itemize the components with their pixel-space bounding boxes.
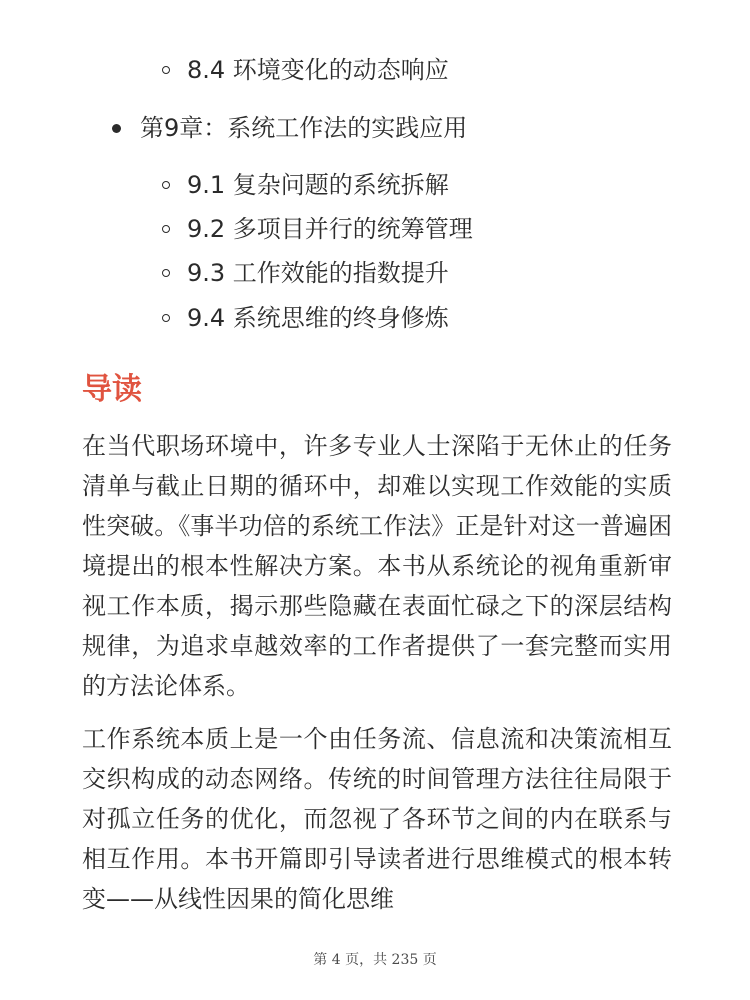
section-title: 导读: [82, 372, 142, 407]
toc-item-label: 9.1 复杂问题的系统拆解: [187, 171, 449, 199]
toc-subitem: [162, 296, 449, 340]
toc-item-label: 8.4 环境变化的动态响应: [187, 56, 449, 84]
toc-item-label: 9.2 多项目并行的统筹管理: [187, 215, 473, 243]
body-paragraph: 在当代职场环境中，许多专业人士深陷于无休止的任务清单与截止日期的循环中，却难以实现工作效能的实质性突破。《事半功倍的系统工作法》正是针对这一普遍困境提出的根本性解决方案。本书从系统论的视角重新审视工作本质，揭示那些隐藏在表面忙碌之下的深层结构规律，为追求卓越效率的工作者提供了一套完整而实用的方法论体系。: [82, 432, 672, 700]
solid-bullet-icon: [112, 124, 121, 133]
body-paragraph: 工作系统本质上是一个由任务流、信息流和决策流相互交织构成的动态网络。传统的时间管理方法往往局限于对孤立任务的优化，而忽视了各环节之间的内在联系与相互作用。本书开篇即引导读者进行思维模式的根本转变——从线性因果的简化思维: [82, 725, 672, 913]
hollow-bullet-icon: [162, 66, 170, 74]
hollow-bullet-icon: [162, 269, 170, 277]
toc-subitem: [162, 251, 449, 295]
page-number: 第 4 页，共 235 页: [313, 952, 437, 968]
toc-subitem: [162, 207, 473, 251]
toc-subitem: [162, 48, 449, 92]
hollow-bullet-icon: [162, 181, 170, 189]
hollow-bullet-icon: [162, 314, 170, 322]
hollow-bullet-icon: [162, 225, 170, 233]
toc-item-label: 9.3 工作效能的指数提升: [187, 259, 449, 287]
toc-item-label: 9.4 系统思维的终身修炼: [187, 304, 449, 332]
toc-chapter-label: 第9章：系统工作法的实践应用: [140, 114, 468, 142]
toc-subitem: [162, 163, 449, 207]
toc-chapter-item: [112, 106, 467, 150]
